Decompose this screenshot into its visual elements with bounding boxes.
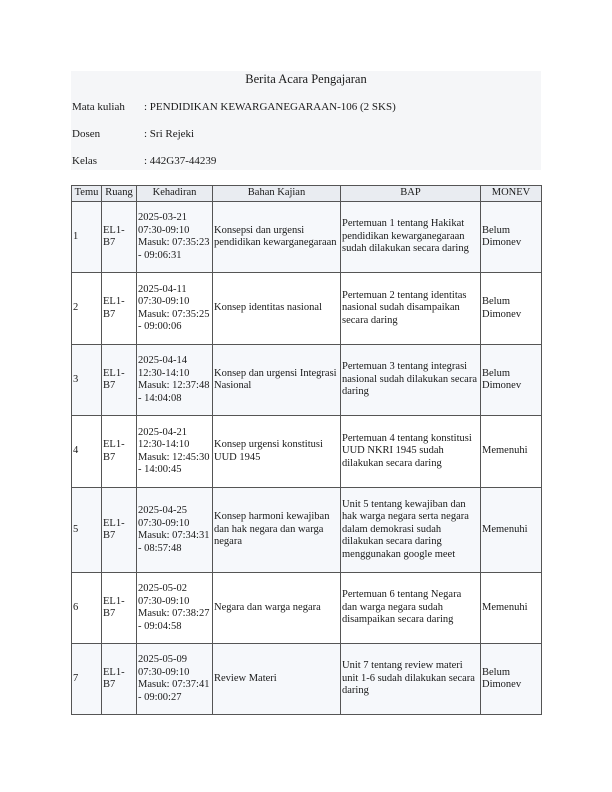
kelas-value: : 442G37-44239 bbox=[144, 155, 217, 167]
cell-monev: Memenuhi bbox=[481, 416, 542, 488]
cell-temu: 7 bbox=[72, 644, 102, 715]
cell-bahan-kajian: Negara dan warga negara bbox=[213, 573, 341, 644]
cell-ruang: EL1-B7 bbox=[102, 573, 137, 644]
table-row bbox=[72, 488, 542, 573]
cell-bap: Pertemuan 1 tentang Hakikat pendidikan kewarganegaraan sudah dilakukan secara daring bbox=[341, 202, 481, 273]
table-row bbox=[72, 345, 542, 416]
cell-kehadiran: 2025-04-11 07:30-09:10 Masuk: 07:35:25 - 09:00:06 bbox=[137, 273, 213, 345]
mata-kuliah-label: Mata kuliah bbox=[72, 101, 125, 113]
cell-bahan-kajian: Konsep dan urgensi Integrasi Nasional bbox=[213, 345, 341, 416]
cell-bap: Pertemuan 4 tentang konstitusi UUD NKRI 1945 sudah dilakukan secara daring bbox=[341, 416, 481, 488]
cell-ruang: EL1-B7 bbox=[102, 202, 137, 273]
cell-ruang: EL1-B7 bbox=[102, 345, 137, 416]
cell-bahan-kajian: Konsep identitas nasional bbox=[213, 273, 341, 345]
cell-temu: 2 bbox=[72, 273, 102, 345]
kelas-label: Kelas bbox=[72, 155, 98, 167]
cell-temu: 3 bbox=[72, 345, 102, 416]
cell-kehadiran: 2025-04-25 07:30-09:10 Masuk: 07:34:31 - 08:57:48 bbox=[137, 488, 213, 573]
cell-ruang: EL1-B7 bbox=[102, 416, 137, 488]
cell-monev: Belum Dimonev bbox=[481, 273, 542, 345]
cell-kehadiran: 2025-04-14 12:30-14:10 Masuk: 12:37:48 - 14:04:08 bbox=[137, 345, 213, 416]
table-row bbox=[72, 573, 542, 644]
cell-ruang: EL1-B7 bbox=[102, 273, 137, 345]
document-header bbox=[71, 71, 541, 170]
column-header-monev: MONEV bbox=[481, 186, 542, 202]
dosen-label: Dosen bbox=[72, 128, 101, 140]
cell-temu: 1 bbox=[72, 202, 102, 273]
cell-temu: 4 bbox=[72, 416, 102, 488]
cell-bahan-kajian: Konsepsi dan urgensi pendidikan kewarganegaraan bbox=[213, 202, 341, 273]
cell-bahan-kajian: Konsep harmoni kewajiban dan hak negara dan warga negara bbox=[213, 488, 341, 573]
mata-kuliah-value: : PENDIDIKAN KEWARGANEGARAAN-106 (2 SKS) bbox=[144, 101, 396, 113]
cell-bap: Pertemuan 2 tentang identitas nasional sudah disampaikan secara daring bbox=[341, 273, 481, 345]
table-row bbox=[72, 273, 542, 345]
cell-ruang: EL1-B7 bbox=[102, 644, 137, 715]
cell-bap: Unit 5 tentang kewajiban dan hak warga negara serta negara dalam demokrasi sudah dilakukan secara daring menggunakan google meet bbox=[341, 488, 481, 573]
column-header-bahan-kajian: Bahan Kajian bbox=[213, 186, 341, 202]
dosen-value: : Sri Rejeki bbox=[144, 128, 195, 140]
column-header-temu: Temu bbox=[72, 186, 102, 202]
cell-monev: Memenuhi bbox=[481, 573, 542, 644]
cell-kehadiran: 2025-04-21 12:30-14:10 Masuk: 12:45:30 - 14:00:45 bbox=[137, 416, 213, 488]
bap-table bbox=[71, 185, 542, 715]
cell-bap: Unit 7 tentang review materi unit 1-6 sudah dilakukan secara daring bbox=[341, 644, 481, 715]
cell-temu: 5 bbox=[72, 488, 102, 573]
cell-monev: Memenuhi bbox=[481, 488, 542, 573]
column-header-bap: BAP bbox=[341, 186, 481, 202]
table-row bbox=[72, 202, 542, 273]
table-row bbox=[72, 644, 542, 715]
cell-kehadiran: 2025-05-02 07:30-09:10 Masuk: 07:38:27 - 09:04:58 bbox=[137, 573, 213, 644]
cell-bap: Pertemuan 3 tentang integrasi nasional sudah dilakukan secara daring bbox=[341, 345, 481, 416]
cell-ruang: EL1-B7 bbox=[102, 488, 137, 573]
table-row bbox=[72, 416, 542, 488]
column-header-ruang: Ruang bbox=[102, 186, 137, 202]
cell-monev: Belum Dimonev bbox=[481, 644, 542, 715]
cell-bap: Pertemuan 6 tentang Negara dan warga negara sudah disampaikan secara daring bbox=[341, 573, 481, 644]
page-title: Berita Acara Pengajaran bbox=[245, 72, 367, 86]
cell-monev: Belum Dimonev bbox=[481, 345, 542, 416]
table-header-row bbox=[72, 186, 542, 202]
cell-kehadiran: 2025-05-09 07:30-09:10 Masuk: 07:37:41 - 09:00:27 bbox=[137, 644, 213, 715]
cell-temu: 6 bbox=[72, 573, 102, 644]
cell-bahan-kajian: Review Materi bbox=[213, 644, 341, 715]
cell-monev: Belum Dimonev bbox=[481, 202, 542, 273]
cell-kehadiran: 2025-03-21 07:30-09:10 Masuk: 07:35:23 - 09:06:31 bbox=[137, 202, 213, 273]
cell-bahan-kajian: Konsep urgensi konstitusi UUD 1945 bbox=[213, 416, 341, 488]
column-header-kehadiran: Kehadiran bbox=[137, 186, 213, 202]
